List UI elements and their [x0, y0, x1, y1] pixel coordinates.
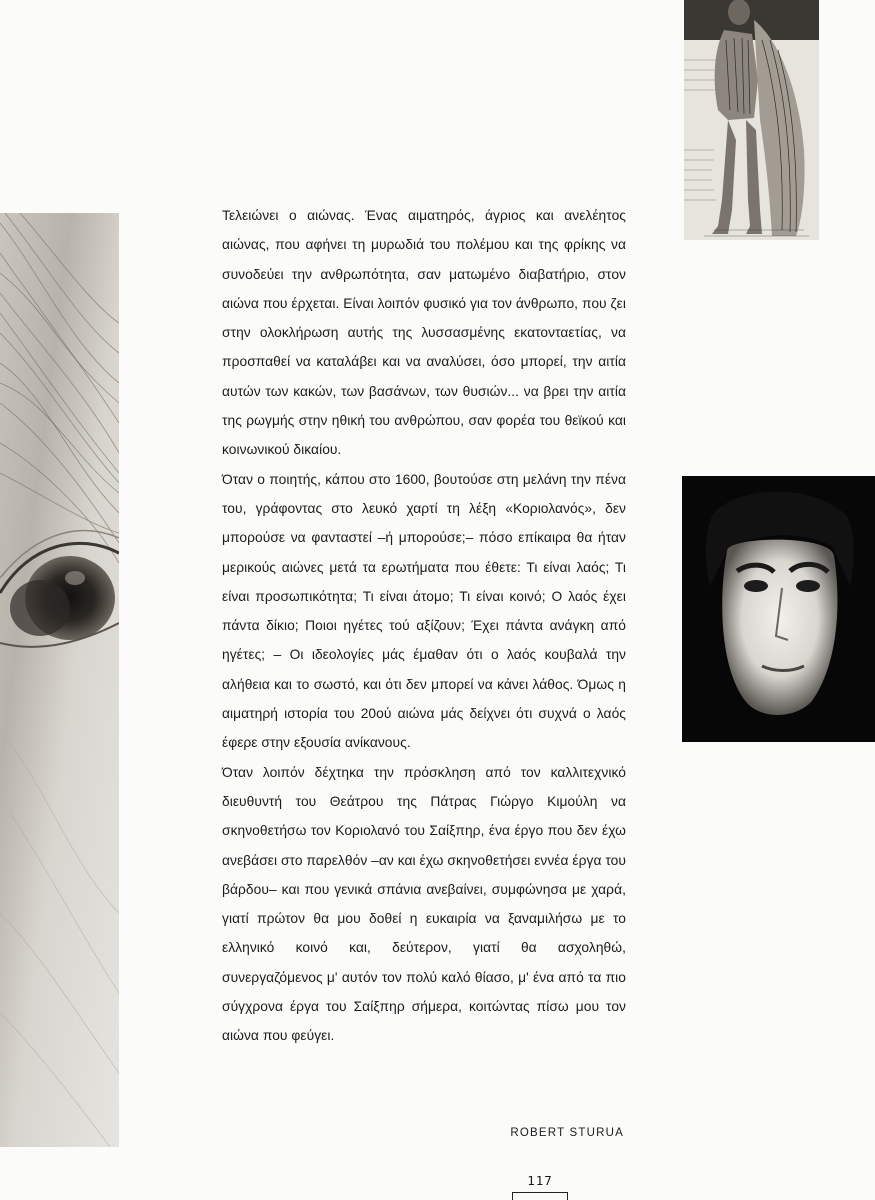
costume-engraving-image: [684, 0, 819, 240]
author-signature: ROBERT STURUA: [510, 1127, 624, 1139]
article-paragraph: Τελειώνει ο αιώνας. Ένας αιματηρός, άγριος και ανελέητος αιώνας, που αφήνει τη μυρωδιά του πολέμου και της φρίκης να συνοδεύει την ανθρωπότητα, σαν ματωμένο διαβατήριο, στον αιώνα που έρχεται. Είναι λοιπόν φυσικό για τον άνθρωπο, που ζει στην ολοκλήρωση αυτής της λυσσασμένης εκατονταετίας, να προσπαθεί να καταλάβει και να αναλύσει, όσο μπορεί, την αιτία αυτών των κακών, των βασάνων, των θυσιών... να βρει την αιτία της ρωγμής στην ηθική του ανθρώπου, σαν φορέα του θεϊκού και κοινωνικού δικαίου.: [222, 208, 626, 458]
page-number: 117: [527, 1173, 553, 1188]
article-paragraph: Όταν ο ποιητής, κάπου στο 1600, βουτούσε στη μελάνη την πένα του, γράφοντας στο λευκό χαρτί τη λέξη «Κοριολανός», δεν μπορούσε να φανταστεί –ή μπορούσε;– πόσο επίκαιρα θα ήταν μερικούς αιώνες μετά τα ερωτήματα που έθετε: Τι είναι λαός; Τι είναι προσωπικότητα; Τι είναι άτομο; Τι είναι κοινό; Ο λαός έχει πάντα δίκιο; Ποιοι ηγέτες τού αξίζουν; Έχει πάντα ανάγκη από ηγέτες; – Οι ιδεολογίες μάς έμαθαν ότι ο λαός κουβαλά την αλήθεια και το σωστό, και ότι δεν μπορεί να κάνει λάθος. Όμως η αιματηρή ιστορία του 20ού αιώνα μάς δείχνει ότι συχνά ο λαός έφερε στην εξουσία ανίκανους.: [222, 471, 626, 751]
costume-engraving-illustration: [684, 0, 819, 240]
article-paragraph: Όταν λοιπόν δέχτηκα την πρόσκληση από τον καλλιτεχνικό διευθυντή του Θεάτρου της Πάτρας Γιώργο Κιμούλη να σκηνοθετήσω τον Κοριολανό του Σαίξπηρ, ένα έργο που δεν έχω ανεβάσει στο παρελθόν –αν και έχω σκηνοθετήσει εννέα έργα του βάρδου– και που γενικά σπάνια ανεβαίνει, συμφώνησα με χαρά, γιατί πρώτον θα μου δοθεί η ευκαιρία να ξαναμιλήσω με το ελληνικό κοινό και, δεύτερον, γιατί θα ασχοληθώ, συνεργαζόμενος μ' αυτόν τον πολύ καλό θίασο, μ' ένα από τα πιο σύγχρονα έργα του Σαίξπηρ σήμερα, κοιτώντας πίσω μου τον αιώνα που φεύγει.: [222, 764, 626, 1044]
page-number-rule: [512, 1192, 568, 1200]
eye-closeup-photo: [0, 213, 119, 1147]
article-body: [222, 201, 626, 1051]
director-portrait-image: [682, 476, 875, 742]
eye-closeup-image: [0, 213, 119, 1147]
director-portrait-photo: [682, 476, 875, 742]
